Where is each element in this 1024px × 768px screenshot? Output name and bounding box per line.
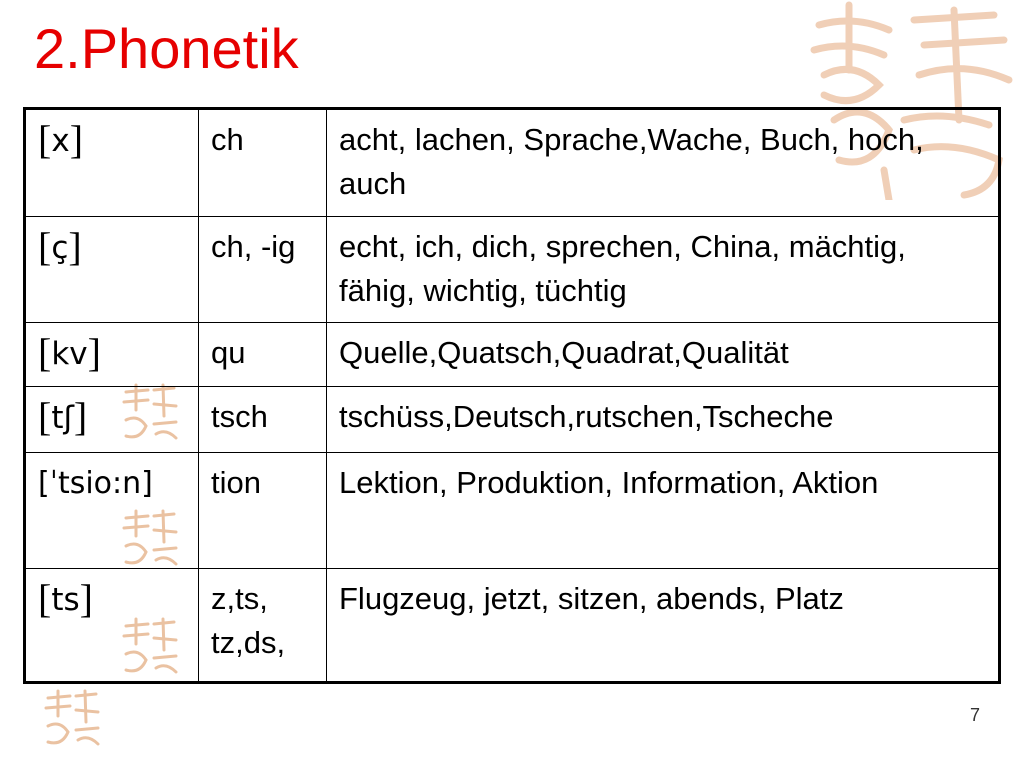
ipa-cell: [kv] — [25, 323, 199, 387]
ipa-symbol: ç — [51, 230, 69, 266]
examples-cell: echt, ich, dich, sprechen, China, mächtig, fähig, wichtig, tüchtig — [327, 217, 1000, 323]
ipa-cell: [x] — [25, 109, 199, 217]
ipa-symbol: x — [51, 123, 70, 159]
seal-watermark-icon — [40, 688, 102, 750]
examples-cell: acht, lachen, Sprache,Wache, Buch, hoch, auch — [327, 109, 1000, 217]
ipa-cell: [tʃ] — [25, 387, 199, 453]
examples-cell: tschüss,Deutsch,rutschen,Tscheche — [327, 387, 1000, 453]
spelling-cell: z,ts, tz,ds, — [199, 569, 327, 683]
ipa-symbol: tʃ — [51, 400, 74, 436]
examples-cell: Lektion, Produktion, Information, Aktion — [327, 453, 1000, 569]
table-row — [25, 387, 1000, 453]
ipa-symbol: ts — [51, 582, 80, 618]
table-row — [25, 109, 1000, 217]
table-row — [25, 569, 1000, 683]
spelling-cell: qu — [199, 323, 327, 387]
examples-cell: Quelle,Quatsch,Quadrat,Qualität — [327, 323, 1000, 387]
table-row — [25, 217, 1000, 323]
ipa-cell: [ç] — [25, 217, 199, 323]
ipa-cell: [ts] — [25, 569, 199, 683]
examples-cell: Flugzeug, jetzt, sitzen, abends, Platz — [327, 569, 1000, 683]
table-row — [25, 453, 1000, 569]
spelling-cell: tsch — [199, 387, 327, 453]
ipa-symbol: [ˈtsio:n] — [38, 466, 153, 501]
spelling-cell: ch, -ig — [199, 217, 327, 323]
slide-title: 2.Phonetik — [34, 17, 299, 80]
phonetics-table — [23, 107, 1001, 684]
page-number: 7 — [969, 705, 980, 725]
ipa-symbol: kv — [51, 336, 88, 372]
spelling-cell: ch — [199, 109, 327, 217]
table-row — [25, 323, 1000, 387]
spelling-cell: tion — [199, 453, 327, 569]
ipa-cell — [25, 453, 199, 569]
